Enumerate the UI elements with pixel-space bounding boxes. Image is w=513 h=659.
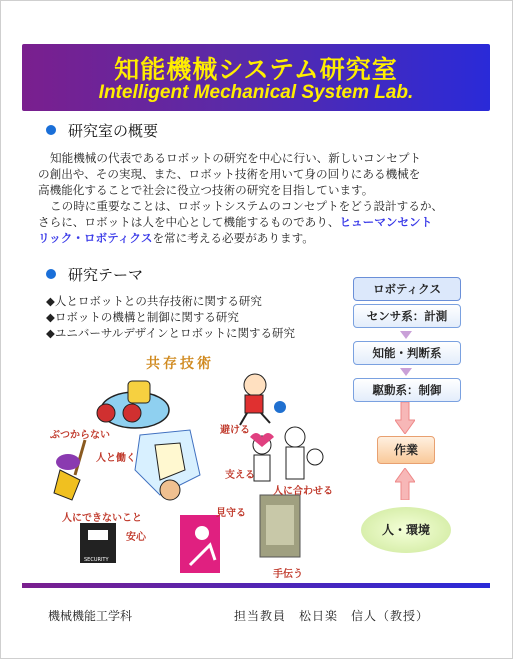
robot-car-icon (97, 381, 169, 428)
themes-heading (46, 264, 143, 285)
overview-text: を常に考える必要があります。 (152, 231, 314, 245)
up-arrow-icon (395, 468, 415, 500)
label-help: 手伝う (273, 569, 303, 580)
label-support: 支える (225, 470, 255, 481)
overview-heading-text: 研究室の概要 (68, 122, 159, 140)
flow-sensor-box: センサ系：計測 (353, 304, 461, 328)
flow-intelligence-box: 知能・判断系 (353, 341, 461, 365)
overview-line: の創出や、その実現、また、ロボット技術を用いて身の回りにある機械を (38, 167, 421, 181)
watching-figure-icon (180, 515, 220, 573)
coexistence-illustration (40, 365, 340, 580)
flow-down-arrow-icon (400, 368, 412, 376)
flow-work-box: 作業 (377, 436, 435, 464)
bullet-dot-icon (46, 125, 56, 135)
themes-heading-text: 研究テーマ (68, 266, 144, 284)
working-robot-icon (135, 430, 200, 500)
label-work-with: 人と働く (96, 453, 136, 464)
title-banner (22, 44, 490, 111)
security-text: SECURITY (84, 557, 109, 563)
lab-title-jp: 知能機械システム研究室 (114, 55, 398, 84)
label-bump: ぶつからない (50, 430, 110, 441)
label-cannot: 人にできないこと (62, 513, 142, 524)
highlight-text: リック・ロボティクス (38, 231, 153, 245)
flow-robotics-box: ロボティクス (353, 277, 461, 301)
overview-line: 高機能化することで社会に役立つ技術の研究を目指しています。 (38, 183, 374, 197)
broom-icon (54, 440, 85, 500)
themes-list (46, 293, 295, 341)
highlight-text: ヒューマンセント (339, 215, 433, 229)
coexistence-title: 共存技術 (146, 356, 214, 372)
overview-paragraph (38, 150, 478, 246)
helping-photo-icon (260, 495, 300, 557)
department-name: 機械機能工学科 (48, 609, 133, 623)
theme-item: ◆ユニバーサルデザインとロボットに関する研究 (46, 326, 295, 340)
bullet-dot-icon (46, 269, 56, 279)
flow-down-arrow-icon (400, 331, 412, 339)
down-arrow-icon (395, 402, 415, 434)
theme-item: ◆人とロボットとの共存技術に関する研究 (46, 294, 262, 308)
theme-item: ◆ロボットの機構と制御に関する研究 (46, 310, 239, 324)
label-avoid: 避ける (220, 425, 250, 436)
overview-text: さらに、ロボットは人を中心として機能するものであり、 (38, 215, 340, 229)
overview-heading (46, 120, 158, 141)
overview-line: この時に重要なことは、ロボットシステムのコンセプトをどう設計するか、 (50, 199, 444, 213)
running-child-icon (240, 374, 286, 425)
lab-title-en: Intelligent Mechanical System Lab. (98, 82, 414, 103)
overview-line-mixed (38, 214, 478, 230)
label-adapt: 人に合わせる (273, 486, 333, 497)
elderly-people-icon (250, 427, 323, 481)
flow-environment-ellipse: 人・環境 (361, 507, 451, 553)
overview-line-mixed (38, 230, 478, 246)
overview-line: 知能機械の代表であるロボットの研究を中心に行い、新しいコンセプト (50, 151, 422, 165)
footer-bar (22, 583, 490, 588)
label-watch: 見守る (216, 508, 246, 519)
flow-actuation-box: 駆動系：制御 (353, 378, 461, 402)
label-safe: 安心 (126, 532, 146, 543)
teacher-name: 担当教員 松日楽 信人（教授） (234, 609, 430, 623)
security-robot-icon (80, 523, 116, 563)
